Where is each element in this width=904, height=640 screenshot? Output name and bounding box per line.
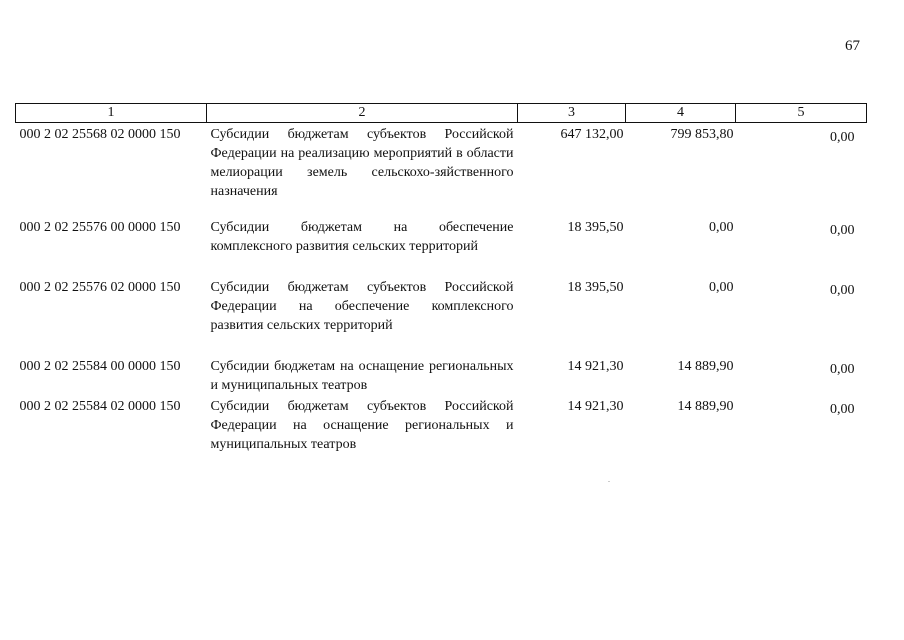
scan-speck bbox=[608, 481, 610, 482]
header-col-3: 3 bbox=[518, 104, 626, 123]
row-col5: 0,00 bbox=[830, 362, 855, 377]
row-code: 000 2 02 25576 00 0000 150 bbox=[19, 220, 181, 235]
row-col3: 647 132,00 bbox=[560, 127, 624, 142]
row-col3: 14 921,30 bbox=[567, 399, 624, 414]
header-col-5: 5 bbox=[736, 104, 867, 123]
table-row bbox=[16, 216, 867, 276]
header-col-2: 2 bbox=[207, 104, 518, 123]
row-name: Субсидии бюджетам на обеспечение комплексного развития сельских территорий bbox=[210, 220, 514, 254]
table-header bbox=[16, 104, 867, 123]
header-col-4: 4 bbox=[626, 104, 736, 123]
row-col4: 14 889,90 bbox=[677, 359, 734, 374]
row-code: 000 2 02 25584 02 0000 150 bbox=[19, 399, 181, 414]
table-row bbox=[16, 355, 867, 395]
row-name: Субсидии бюджетам на оснащение региональных и муниципальных театров bbox=[210, 359, 514, 393]
table-row bbox=[16, 395, 867, 454]
row-col4: 14 889,90 bbox=[677, 399, 734, 414]
row-col3: 18 395,50 bbox=[567, 280, 624, 295]
page-number: 67 bbox=[845, 38, 860, 54]
row-col5: 0,00 bbox=[830, 223, 855, 238]
header-row bbox=[16, 104, 867, 123]
row-col5: 0,00 bbox=[830, 283, 855, 298]
table-row bbox=[16, 123, 867, 217]
row-name: Субсидии бюджетам субъектов Российской Федерации на обеспечение комплексного развития сельских территорий bbox=[210, 280, 514, 333]
row-code: 000 2 02 25576 02 0000 150 bbox=[19, 280, 181, 295]
row-code: 000 2 02 25568 02 0000 150 bbox=[19, 127, 181, 142]
row-col4: 799 853,80 bbox=[670, 127, 734, 142]
table-body bbox=[16, 123, 867, 455]
header-col-1: 1 bbox=[16, 104, 207, 123]
table-row bbox=[16, 276, 867, 355]
row-name: Субсидии бюджетам субъектов Российской Федерации на реализацию мероприятий в области мелиорации земель сельскохо-зяйственного назначения bbox=[210, 127, 514, 199]
row-col4: 0,00 bbox=[709, 280, 734, 295]
row-name: Субсидии бюджетам субъектов Российской Федерации на оснащение региональных и муниципальных театров bbox=[210, 399, 514, 452]
budget-table bbox=[15, 103, 867, 454]
row-col4: 0,00 bbox=[709, 220, 734, 235]
row-col5: 0,00 bbox=[830, 402, 855, 417]
row-code: 000 2 02 25584 00 0000 150 bbox=[19, 359, 181, 374]
row-col5: 0,00 bbox=[830, 130, 855, 145]
row-col3: 14 921,30 bbox=[567, 359, 624, 374]
row-col3: 18 395,50 bbox=[567, 220, 624, 235]
